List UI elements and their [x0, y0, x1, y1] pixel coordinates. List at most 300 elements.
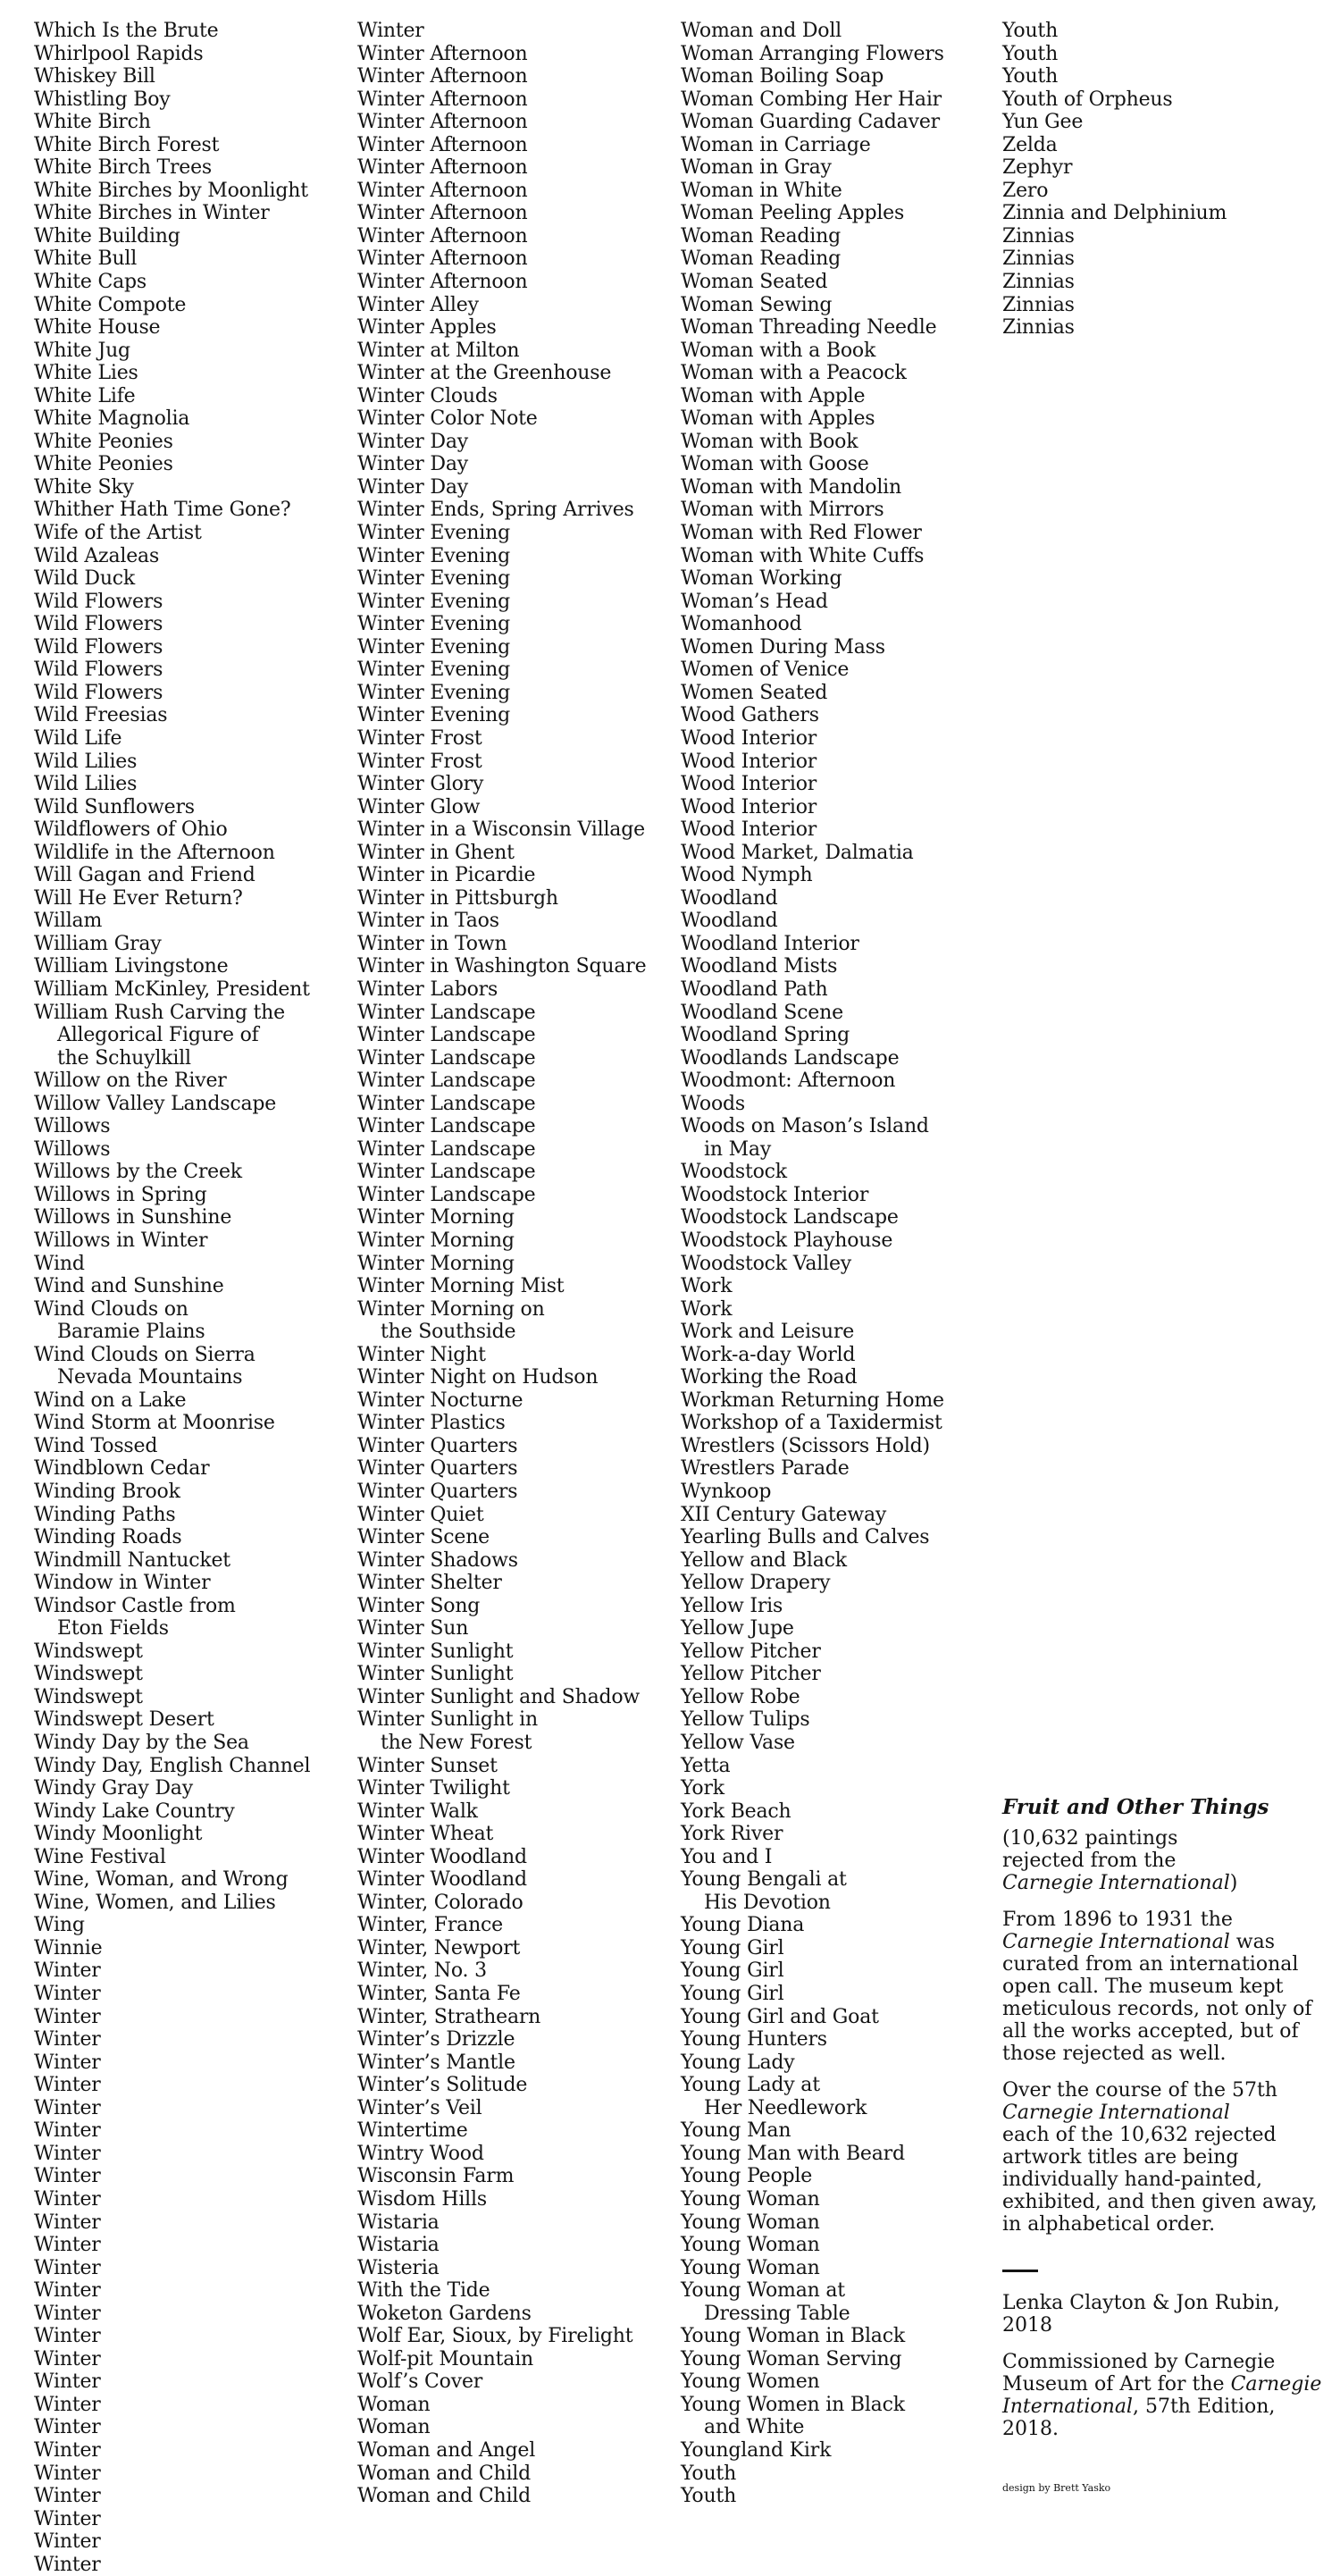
title-entry: Woods [681, 1092, 745, 1115]
title-entry: Woodstock Landscape [681, 1206, 899, 1229]
title-entry: Woodland Interior [681, 932, 859, 955]
title-entry: Yellow Iris [681, 1594, 783, 1617]
title-entry: Window in Winter [34, 1572, 211, 1595]
title-entry: Young Women [681, 2370, 820, 2394]
title-entry: Winter in Town [357, 932, 507, 955]
title-entry: Winter, France [357, 1914, 503, 1937]
title-entry-continuation: Baramie Plains [57, 1321, 205, 1344]
title-entry: Young Woman [681, 2256, 820, 2279]
title-entry: Woods on Mason’s Island [681, 1115, 929, 1138]
title-entry: Windy Moonlight [34, 1823, 203, 1846]
title-entry: Woodstock Playhouse [681, 1229, 893, 1252]
title-entry: Windblown Cedar [34, 1457, 210, 1481]
title-entry: Zinnias [1002, 316, 1075, 340]
title-entry-continuation: Her Needlework [704, 2096, 867, 2119]
title-entry: Woman with a Book [681, 339, 876, 362]
title-entry: Woman Threading Needle [681, 316, 937, 340]
title-entry: Winter [34, 2256, 101, 2279]
title-entry: Winter in a Wisconsin Village [357, 818, 645, 842]
title-entry: Winter Evening [357, 544, 510, 567]
title-entry: White Lies [34, 362, 138, 385]
title-entry: Wisdom Hills [357, 2187, 487, 2211]
title-entry: Winter [34, 2051, 101, 2074]
divider [1002, 2270, 1038, 2272]
title-entry: Wood Interior [681, 726, 817, 750]
title-entry: Winter at Milton [357, 339, 520, 362]
title-entry: Young Girl [681, 1959, 784, 1983]
title-entry: Woman with Goose [681, 453, 869, 476]
title-entry: Woman in White [681, 179, 842, 202]
title-entry: Winter Woodland [357, 1868, 527, 1892]
title-entry-continuation: and White [704, 2416, 805, 2439]
title-entry: Winter [34, 2028, 101, 2052]
title-entry: Wind on a Lake [34, 1389, 187, 1412]
title-entry: Winter Afternoon [357, 111, 528, 134]
title-entry: White Peonies [34, 430, 173, 453]
title-entry-continuation: in May [704, 1137, 772, 1161]
title-entry: Woman’s Head [681, 590, 828, 613]
title-entry-continuation: Nevada Mountains [57, 1366, 243, 1389]
title-entry: Woketon Gardens [357, 2302, 532, 2325]
title-entry: Young Woman at [681, 2279, 845, 2303]
title-entry: Winter [34, 2005, 101, 2028]
title-entry: Winter [34, 2530, 101, 2554]
artists-credit: Lenka Clayton & Jon Rubin, 2018 [1002, 2292, 1280, 2337]
title-entry: White Birch Forest [34, 133, 220, 156]
title-entry: Whirlpool Rapids [34, 42, 204, 65]
title-entry: Yetta [681, 1754, 731, 1777]
title-entry: Wood Nymph [681, 864, 813, 887]
title-entry: Winter Wheat [357, 1823, 494, 1846]
title-entry: Winter [34, 2074, 101, 2097]
title-entry: Winter Quarters [357, 1481, 518, 1503]
title-entry: White Caps [34, 271, 147, 294]
title-entry: Yellow Tulips [681, 1708, 810, 1732]
title-entry: Winter Walk [357, 1800, 478, 1823]
title-entry: Winter Evening [357, 635, 510, 659]
title-entry: Zelda [1002, 133, 1058, 156]
title-entry: Willow on the River [34, 1070, 227, 1093]
title-column-3 [681, 20, 944, 2508]
title-entry: Woman [357, 2393, 431, 2416]
title-entry: Winter at the Greenhouse [357, 362, 612, 385]
title-entry: Winter [34, 2119, 101, 2143]
title-entry: Wife of the Artist [34, 522, 202, 545]
title-entry: Wild Sunflowers [34, 795, 195, 818]
title-entry: Women of Venice [681, 659, 850, 682]
title-entry: Winter’s Veil [357, 2096, 482, 2119]
title-entry: Wood Interior [681, 818, 817, 842]
title-entry: Winter Night on Hudson [357, 1366, 599, 1389]
title-entry: Windy Day, English Channel [34, 1754, 311, 1777]
title-entry: Whiskey Bill [34, 65, 155, 88]
title-entry: Will Gagan and Friend [34, 864, 255, 887]
title-entry: Wind Clouds on [34, 1297, 188, 1321]
title-entry: Young Women in Black [681, 2393, 905, 2416]
title-entry: Wynkoop [681, 1481, 772, 1503]
title-entry: Winter Evening [357, 659, 510, 682]
title-entry: Woodstock [681, 1161, 787, 1184]
title-entry: Young Woman [681, 2187, 820, 2211]
project-description: Over the course of the 57th Carnegie International each of the 10,632 rejected artwork titles are being individually hand-painted, exhibited, and then given away, in alphabetical order. [1002, 2079, 1318, 2236]
title-entry: Young Woman [681, 2211, 820, 2234]
title-entry: Winter in Ghent [357, 841, 515, 864]
title-entry: Young Woman Serving [681, 2347, 902, 2370]
title-entry: Windy Lake Country [34, 1800, 235, 1823]
title-entry: Woman with Red Flower [681, 522, 922, 545]
title-entry: Winter in Taos [357, 910, 499, 933]
title-entry: Winter Landscape [357, 1183, 536, 1206]
title-entry: Winter Afternoon [357, 42, 528, 65]
title-entry: Woodland [681, 910, 778, 933]
title-entry: Youth of Orpheus [1002, 88, 1173, 111]
title-entry: York [681, 1777, 724, 1800]
title-entry: Winter Afternoon [357, 224, 528, 248]
title-entry: Young Lady [681, 2051, 795, 2074]
title-entry: Wild Flowers [34, 635, 163, 659]
title-entry: Winter Frost [357, 726, 482, 750]
title-entry: Winter Plastics [357, 1412, 506, 1435]
title-entry: Winding Roads [34, 1526, 182, 1549]
title-entry: Woodland Mists [681, 955, 838, 978]
title-entry: Wrestlers Parade [681, 1457, 850, 1481]
title-entry: Winter [34, 2438, 101, 2462]
title-entry: Winter Ends, Spring Arrives [357, 499, 634, 522]
title-entry: Woman in Carriage [681, 133, 871, 156]
title-entry: William Rush Carving the [34, 1001, 285, 1024]
commission-note: Commissioned by Carnegie Museum of Art for the Carnegie International, 57th Edition, 2018. [1002, 2351, 1322, 2440]
title-entry: Winter Evening [357, 704, 510, 727]
title-entry: Woman with Apples [681, 407, 875, 431]
title-entry: Woodmont: Afternoon [681, 1070, 896, 1093]
title-entry-continuation: Eton Fields [57, 1617, 169, 1640]
title-entry: Young Woman [681, 2234, 820, 2257]
title-entry: Winter Glory [357, 773, 484, 796]
title-entry: Wine, Woman, and Wrong [34, 1868, 289, 1892]
title-entry: Wild Life [34, 726, 122, 750]
title-entry: Winter Morning [357, 1229, 515, 1252]
title-entry: Wild Duck [34, 567, 136, 591]
title-entry: Winter [34, 1959, 101, 1983]
title-entry: Woman Sewing [681, 293, 833, 316]
title-entry: Work and Leisure [681, 1321, 855, 1344]
title-entry: Workshop of a Taxidermist [681, 1412, 942, 1435]
title-entry: Winter, Colorado [357, 1891, 523, 1914]
title-entry: Young Bengali at [681, 1868, 847, 1892]
title-entry: Young Man with Beard [681, 2142, 905, 2165]
project-history: From 1896 to 1931 the Carnegie International was curated from an international open call. The museum kept meticulous records, not only of all the works accepted, but of those rejected as well. [1002, 1909, 1312, 2065]
title-entry: Whither Hath Time Gone? [34, 499, 291, 522]
title-entry: York River [681, 1823, 783, 1846]
title-entry: Winter Twilight [357, 1777, 510, 1800]
title-entry: Work [681, 1297, 733, 1321]
title-entry: Woman with White Cuffs [681, 544, 925, 567]
title-entry: Winter Sunlight [357, 1663, 514, 1686]
title-entry: Zinnias [1002, 248, 1075, 271]
title-entry: Woman with Mandolin [681, 475, 901, 499]
title-entry: Woman Combing Her Hair [681, 88, 942, 111]
title-entry: Women Seated [681, 681, 828, 704]
title-entry: Wild Azaleas [34, 544, 160, 567]
project-info [1002, 1796, 1324, 2454]
title-entry: Wood Gathers [681, 704, 819, 727]
title-entry: Winter in Picardie [357, 864, 536, 887]
title-entry: Winter [34, 2279, 101, 2303]
title-entry: White Birch [34, 111, 151, 134]
title-entry: Young Hunters [681, 2028, 827, 2052]
title-entry: Winter’s Mantle [357, 2051, 515, 2074]
title-entry: Yellow Vase [681, 1732, 795, 1755]
title-entry: Windmill Nantucket [34, 1548, 230, 1572]
title-entry: Winding Brook [34, 1481, 180, 1503]
title-entry: William Gray [34, 932, 162, 955]
title-entry: Zero [1002, 179, 1049, 202]
title-entry: With the Tide [357, 2279, 490, 2303]
title-entry: Will He Ever Return? [34, 886, 243, 910]
title-entry: Wild Flowers [34, 681, 163, 704]
title-entry: Willows in Winter [34, 1229, 208, 1252]
title-entry: Wood Interior [681, 773, 817, 796]
title-entry: Winter Afternoon [357, 202, 528, 225]
title-entry: White Birch Trees [34, 156, 212, 180]
title-entry: Woman Reading [681, 248, 841, 271]
title-entry: Winter Scene [357, 1526, 490, 1549]
title-entry: Winter Sun [357, 1617, 469, 1640]
title-entry: Windswept [34, 1685, 143, 1708]
title-entry: Woman with Book [681, 430, 858, 453]
title-entry: Wind and Sunshine [34, 1275, 224, 1298]
title-entry: Whistling Boy [34, 88, 171, 111]
title-entry: Wisteria [357, 2256, 440, 2279]
title-entry: Winter Shelter [357, 1572, 502, 1595]
title-entry: White Magnolia [34, 407, 190, 431]
title-entry: Woman Peeling Apples [681, 202, 905, 225]
title-entry: Windy Day by the Sea [34, 1732, 249, 1755]
title-entry: Zinnias [1002, 224, 1075, 248]
title-entry: Winding Paths [34, 1503, 176, 1526]
title-entry: Winter Evening [357, 613, 510, 636]
title-entry: Yellow Pitcher [681, 1640, 821, 1663]
title-entry: Winter [34, 2302, 101, 2325]
title-entry: Winter Quarters [357, 1434, 518, 1457]
title-column-2 [357, 20, 646, 2508]
title-entry: Wing [34, 1914, 85, 1937]
project-title: Fruit and Other Things [1002, 1795, 1269, 1819]
title-entry: Workman Returning Home [681, 1389, 944, 1412]
title-entry: Winter in Pittsburgh [357, 886, 558, 910]
title-entry: Winter Shadows [357, 1548, 518, 1572]
title-entry: Winter Landscape [357, 1001, 536, 1024]
title-entry: Willows in Sunshine [34, 1206, 232, 1229]
title-entry: Woman Guarding Cadaver [681, 111, 940, 134]
design-credit: design by Brett Yasko [1002, 2482, 1111, 2494]
title-entry: Winter [34, 2462, 101, 2485]
title-entry: Youngland Kirk [681, 2438, 832, 2462]
title-entry: Winter Day [357, 475, 468, 499]
title-entry: Woman Working [681, 567, 842, 591]
title-entry: Winter Night [357, 1343, 486, 1366]
title-entry: Winter Afternoon [357, 248, 528, 271]
title-entry: Winter [34, 2370, 101, 2394]
title-entry: Woman in Gray [681, 156, 832, 180]
title-entry: Youth [1002, 65, 1059, 88]
title-entry: White Birches by Moonlight [34, 179, 308, 202]
title-entry: White Birches in Winter [34, 202, 270, 225]
title-entry: Zinnias [1002, 271, 1075, 294]
title-entry: Willows in Spring [34, 1183, 207, 1206]
title-entry: Wood Market, Dalmatia [681, 841, 914, 864]
title-entry: Zephyr [1002, 156, 1073, 180]
title-entry: Winter Frost [357, 750, 482, 773]
title-entry: Winter Sunlight [357, 1640, 514, 1663]
title-entry: Winter, Newport [357, 1936, 521, 1959]
title-entry: Wind Tossed [34, 1434, 158, 1457]
title-entry: Wild Lilies [34, 750, 138, 773]
title-entry: Winter Landscape [357, 1070, 536, 1093]
title-entry: Woman Arranging Flowers [681, 42, 944, 65]
title-entry: Zinnias [1002, 293, 1075, 316]
title-entry: Young Girl [681, 1936, 784, 1959]
title-entry: Wistaria [357, 2234, 440, 2257]
title-entry: XII Century Gateway [681, 1503, 887, 1526]
title-entry: Winter [34, 2142, 101, 2165]
title-entry: White House [34, 316, 161, 340]
title-entry: Youth [681, 2462, 737, 2485]
title-entry: Willam [34, 910, 103, 933]
title-entry: Winter Day [357, 453, 468, 476]
title-entry: Winter Evening [357, 567, 510, 591]
title-entry: Wildlife in the Afternoon [34, 841, 275, 864]
title-entry: Yun Gee [1002, 111, 1084, 134]
title-entry: Woodland Scene [681, 1001, 843, 1024]
title-entry: Winter [34, 2325, 101, 2348]
title-entry: Willows [34, 1137, 111, 1161]
title-entry: Young People [681, 2165, 813, 2188]
title-entry: Winter Landscape [357, 1092, 536, 1115]
title-entry: Winter in Washington Square [357, 955, 647, 978]
title-entry: You and I [681, 1845, 773, 1868]
title-entry: Winter [34, 2347, 101, 2370]
title-entry: Winter Afternoon [357, 156, 528, 180]
title-entry: Young Girl [681, 1983, 784, 2006]
title-entry: Yearling Bulls and Calves [681, 1526, 930, 1549]
title-entry: Young Man [681, 2119, 791, 2143]
title-entry: Wine Festival [34, 1845, 166, 1868]
title-entry: Womanhood [681, 613, 802, 636]
title-entry: Which Is the Brute [34, 20, 219, 42]
title-entry: Wood Interior [681, 750, 817, 773]
title-entry: Winter [34, 2485, 101, 2508]
title-entry: Willows [34, 1115, 111, 1138]
title-entry: Wood Interior [681, 795, 817, 818]
title-entry: Wildflowers of Ohio [34, 818, 228, 842]
title-entry: Yellow Drapery [681, 1572, 831, 1595]
title-entry: Young Diana [681, 1914, 805, 1937]
title-entry: Yellow Robe [681, 1685, 800, 1708]
title-entry: York Beach [681, 1800, 791, 1823]
title-entry: Yellow and Black [681, 1548, 847, 1572]
title-entry-continuation: Dressing Table [704, 2302, 850, 2325]
title-entry: Winter Evening [357, 522, 510, 545]
title-entry: Woodland Path [681, 978, 828, 1001]
title-entry: Woman with Mirrors [681, 499, 884, 522]
title-entry: Winter Alley [357, 293, 479, 316]
title-entry: Young Woman in Black [681, 2325, 905, 2348]
title-entry: Willows by the Creek [34, 1161, 242, 1184]
title-entry: William McKinley, President [34, 978, 310, 1001]
title-entry: Winter, Santa Fe [357, 1983, 521, 2006]
title-entry: White Compote [34, 293, 187, 316]
title-entry: Wild Flowers [34, 659, 163, 682]
title-entry: Winter [34, 2187, 101, 2211]
title-entry: Winter Woodland [357, 1845, 527, 1868]
title-entry: Winter [34, 2096, 101, 2119]
title-entry: Winter Morning [357, 1252, 515, 1275]
title-entry: Winter [34, 2416, 101, 2439]
title-entry: Windsor Castle from [34, 1594, 236, 1617]
title-entry: Wistaria [357, 2211, 440, 2234]
title-column-1 [34, 20, 310, 2576]
title-entry: Woman and Doll [681, 20, 842, 42]
title-entry: Winter Color Note [357, 407, 538, 431]
title-entry: Winter Morning [357, 1206, 515, 1229]
title-entry: Winter Song [357, 1594, 481, 1617]
title-entry: Winter Evening [357, 590, 510, 613]
title-entry: Windswept [34, 1640, 143, 1663]
title-entry: Wrestlers (Scissors Hold) [681, 1434, 930, 1457]
title-entry: Winter [34, 2234, 101, 2257]
title-entry: Wolf-pit Mountain [357, 2347, 534, 2370]
title-entry: Wild Flowers [34, 613, 163, 636]
title-entry: White Life [34, 384, 136, 407]
title-entry: Youth [681, 2485, 737, 2508]
title-entry: White Bull [34, 248, 138, 271]
title-entry: Young Lady at [681, 2074, 820, 2097]
title-entry: Winter Glow [357, 795, 481, 818]
title-entry: Winter Labors [357, 978, 498, 1001]
title-entry: Windy Gray Day [34, 1777, 193, 1800]
title-entry: Woodland Spring [681, 1024, 850, 1047]
title-entry: Winter Landscape [357, 1115, 536, 1138]
title-entry: Winter Afternoon [357, 65, 528, 88]
title-entry: Winter Landscape [357, 1046, 536, 1070]
title-entry: Winnie [34, 1936, 103, 1959]
title-entry: Work-a-day World [681, 1343, 856, 1366]
title-entry: Woodstock Valley [681, 1252, 852, 1275]
title-entry: Winter Evening [357, 681, 510, 704]
title-entry: Wild Flowers [34, 590, 163, 613]
title-entry: Wintertime [357, 2119, 468, 2143]
title-entry: Woman with Apple [681, 384, 866, 407]
title-entry: Winter Landscape [357, 1024, 536, 1047]
title-entry: Wild Freesias [34, 704, 168, 727]
title-entry: Winter Afternoon [357, 179, 528, 202]
title-entry: Winter Sunlight in [357, 1708, 538, 1732]
title-entry: Woman and Child [357, 2462, 532, 2485]
title-entry: Wind [34, 1252, 85, 1275]
title-entry: Wild Lilies [34, 773, 138, 796]
title-entry-continuation: the Southside [381, 1321, 516, 1344]
title-entry: Winter Sunlight and Shadow [357, 1685, 641, 1708]
title-entry: William Livingstone [34, 955, 229, 978]
title-column-4 [1002, 20, 1227, 340]
title-entry: Willow Valley Landscape [34, 1092, 277, 1115]
title-entry: White Jug [34, 339, 130, 362]
title-entry: Wolf’s Cover [357, 2370, 483, 2394]
title-entry: Winter Apples [357, 316, 497, 340]
title-entry: Winter [357, 20, 424, 42]
title-entry: Winter [34, 2211, 101, 2234]
